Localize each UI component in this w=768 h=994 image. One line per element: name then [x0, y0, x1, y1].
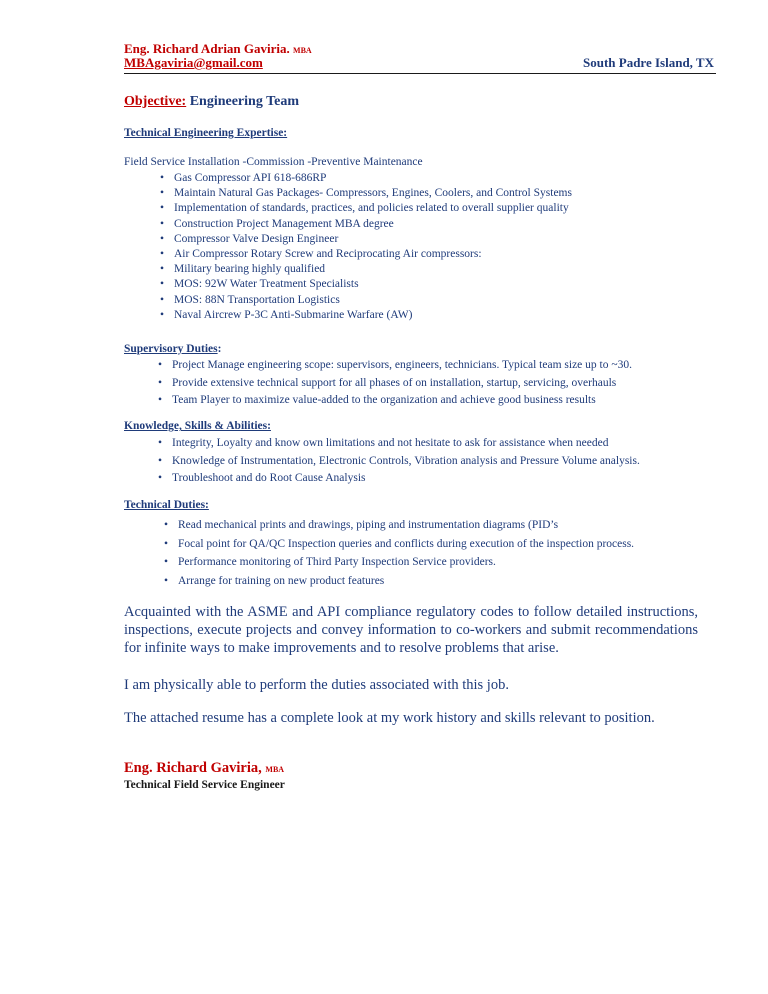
list-item: • Military bearing highly qualified [160, 262, 572, 277]
header-name-suffix: MBA [293, 46, 312, 55]
list-item: • MOS: 92W Water Treatment Specialists [160, 277, 572, 292]
list-item: • Arrange for training on new product features [164, 572, 634, 591]
ksa-list [158, 435, 640, 488]
supervisory-title-colon: : [217, 343, 222, 355]
list-item: • Focal point for QA/QC Inspection queries and conflicts during execution of the inspection process. [164, 535, 634, 554]
list-item: • Air Compressor Rotary Screw and Reciprocating Air compressors: [160, 247, 572, 262]
technical-duties-title: Technical Duties: [124, 499, 209, 511]
list-item: • Construction Project Management MBA degree [160, 217, 572, 232]
contact-row [124, 55, 716, 74]
list-item: • Project Manage engineering scope: supervisors, engineers, technicians. Typical team size up to ~30. [158, 357, 632, 375]
list-item: • Read mechanical prints and drawings, piping and instrumentation diagrams (PID’s [164, 516, 634, 535]
signature-name-text: Eng. Richard Gaviria, [124, 760, 262, 776]
supervisory-title [124, 343, 221, 355]
expertise-intro: Field Service Installation -Commission -Preventive Maintenance [124, 156, 423, 168]
list-item: • Gas Compressor API 618-686RP [160, 171, 572, 186]
signature-suffix: MBA [265, 765, 285, 774]
objective-value: Engineering Team [189, 94, 299, 109]
list-item: • Integrity, Loyalty and know own limitations and not hesitate to ask for assistance when needed [158, 435, 640, 453]
expertise-title: Technical Engineering Expertise: [124, 127, 288, 139]
list-item: • Provide extensive technical support for all phases of on installation, startup, servicing, overhauls [158, 375, 632, 393]
list-item: • Knowledge of Instrumentation, Electronic Controls, Vibration analysis and Pressure Volume analysis. [158, 453, 640, 471]
list-item: • Performance monitoring of Third Party Inspection Service providers. [164, 553, 634, 572]
list-item: • MOS: 88N Transportation Logistics [160, 293, 572, 308]
expertise-list [160, 171, 572, 323]
list-item: • Compressor Valve Design Engineer [160, 232, 572, 247]
list-item: • Implementation of standards, practices, and policies related to overall supplier quality [160, 201, 572, 216]
physical-paragraph: I am physically able to perform the duties associated with this job. [124, 677, 509, 693]
ksa-title: Knowledge, Skills & Abilities: [124, 420, 271, 432]
objective-line [124, 94, 299, 110]
list-item: • Maintain Natural Gas Packages- Compressors, Engines, Coolers, and Control Systems [160, 186, 572, 201]
list-item: • Naval Aircrew P-3C Anti-Submarine Warfare (AW) [160, 308, 572, 323]
supervisory-title-text: Supervisory Duties [124, 343, 218, 355]
location-text: South Padre Island, TX [582, 55, 714, 70]
supervisory-list [158, 357, 632, 410]
signature-name [124, 760, 284, 777]
header-name-text: Eng. Richard Adrian Gaviria. [124, 41, 290, 56]
asme-paragraph: Acquainted with the ASME and API compliance regulatory codes to follow detailed instructions, inspections, execute projects and convey information to co-workers and submit recommendations for infinite ways to make improvements and to resolve problems that arise. [124, 604, 698, 656]
technical-duties-list [164, 516, 634, 590]
list-item: • Team Player to maximize value-added to the organization and achieve good business results [158, 392, 632, 410]
objective-label: Objective: [124, 94, 187, 109]
signature-title: Technical Field Service Engineer [124, 779, 285, 791]
email-link[interactable]: MBAgaviria@gmail.com [124, 55, 263, 70]
list-item: • Troubleshoot and do Root Cause Analysis [158, 470, 640, 488]
resume-paragraph: The attached resume has a complete look at my work history and skills relevant to position. [124, 710, 655, 726]
